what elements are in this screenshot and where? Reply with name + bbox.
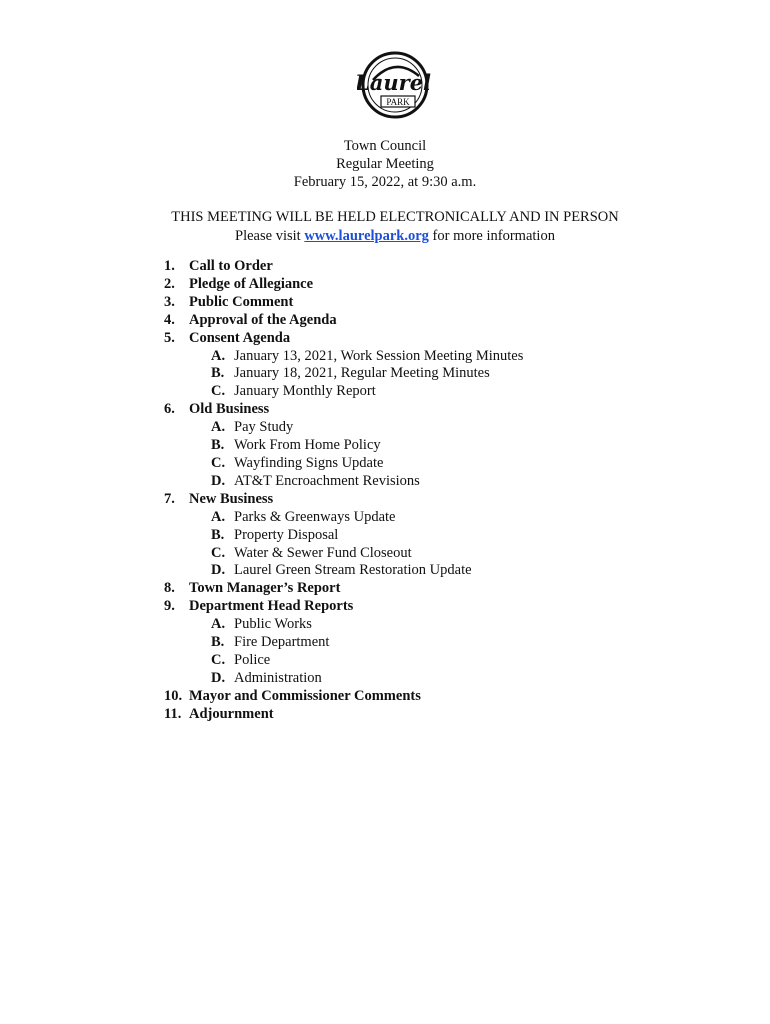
agenda-subitem-letter: D.: [211, 669, 226, 686]
agenda-subitem-letter: B.: [211, 437, 225, 454]
laurel-park-seal-icon: [357, 50, 433, 120]
agenda-item-number: 10.: [164, 687, 183, 704]
agenda-subitem: [164, 509, 724, 527]
agenda-subitem: [164, 652, 724, 670]
agenda-item-number: 6.: [164, 401, 175, 418]
agenda-subitem-letter: C.: [211, 454, 226, 471]
agenda-subitem: [164, 383, 724, 401]
agenda-subitem-text: Public Works: [234, 616, 312, 633]
agenda-subitem-letter: D.: [211, 562, 226, 579]
agenda-item: [164, 276, 724, 294]
agenda-item-title: Mayor and Commissioner Comments: [189, 687, 421, 704]
agenda-subitem-text: January Monthly Report: [234, 383, 376, 400]
visit-line: [0, 227, 770, 246]
website-link[interactable]: www.laurelpark.org: [304, 228, 429, 244]
agenda-item: [164, 706, 724, 724]
agenda-item: [164, 688, 724, 706]
agenda-subitem-letter: A.: [211, 508, 226, 525]
agenda-list: [164, 258, 724, 724]
visit-suffix: for more information: [432, 228, 555, 244]
agenda-subitem-letter: C.: [211, 651, 226, 668]
agenda-subitem: [164, 527, 724, 545]
agenda-item-number: 5.: [164, 329, 175, 346]
agenda-item-title: Department Head Reports: [189, 598, 354, 615]
agenda-subitem-text: Pay Study: [234, 419, 294, 436]
meeting-type: Regular Meeting: [336, 156, 434, 172]
logo-script-text: Laurel: [357, 70, 432, 95]
agenda-subitem-letter: B.: [211, 634, 225, 651]
agenda-subitem: [164, 437, 724, 455]
agenda-subitem-text: January 13, 2021, Work Session Meeting Minutes: [234, 347, 524, 364]
agenda-item-number: 8.: [164, 580, 175, 597]
agenda-subitem: [164, 562, 724, 580]
agenda-subitem-text: Wayfinding Signs Update: [234, 454, 384, 471]
agenda-item: [164, 580, 724, 598]
agenda-item-number: 11.: [164, 705, 182, 722]
meeting-notice: [0, 208, 770, 246]
agenda-subitem-letter: B.: [211, 526, 225, 543]
agenda-item-title: Old Business: [189, 401, 270, 418]
agenda-subitem-text: Property Disposal: [234, 526, 339, 543]
agenda-item-number: 9.: [164, 598, 175, 615]
agenda-item-number: 3.: [164, 293, 175, 310]
agenda-item-number: 4.: [164, 311, 175, 328]
agenda-subitem: [164, 455, 724, 473]
agenda-subitem: [164, 670, 724, 688]
agenda-item-title: New Business: [189, 490, 274, 507]
agenda-item: [164, 491, 724, 509]
agenda-subitem-text: Fire Department: [234, 634, 330, 651]
meeting-date: February 15, 2022, at 9:30 a.m.: [293, 174, 477, 190]
agenda-item: [164, 312, 724, 330]
agenda-item-title: Town Manager’s Report: [189, 580, 341, 597]
agenda-subitem: [164, 616, 724, 634]
agenda-subitem-text: Administration: [234, 669, 322, 686]
agenda-subitem-letter: C.: [211, 544, 226, 561]
agenda-item-title: Adjournment: [189, 705, 274, 722]
agenda-item: [164, 294, 724, 312]
agenda-item-number: 1.: [164, 258, 175, 274]
agenda-subitem-letter: A.: [211, 616, 226, 633]
agenda-subitem-text: Laurel Green Stream Restoration Update: [234, 562, 472, 579]
agenda-subitem: [164, 634, 724, 652]
agenda-subitem: [164, 419, 724, 437]
agenda-item-title: Consent Agenda: [189, 329, 291, 346]
agenda-subitem-text: Water & Sewer Fund Closeout: [234, 544, 412, 561]
visit-prefix: Please visit: [235, 228, 301, 244]
agenda-item: [164, 401, 724, 419]
agenda-item-title: Approval of the Agenda: [189, 311, 337, 328]
notice-line: THIS MEETING WILL BE HELD ELECTRONICALLY AND IN PERSON: [171, 209, 619, 225]
agenda-subitem-letter: D.: [211, 472, 226, 489]
agenda-subitem-text: Police: [234, 651, 271, 668]
agenda-item-title: Public Comment: [189, 293, 294, 310]
agenda-subitem-letter: C.: [211, 383, 226, 400]
agenda-subitem-text: January 18, 2021, Regular Meeting Minutes: [234, 365, 490, 382]
agenda-subitem-text: Parks & Greenways Update: [234, 508, 396, 525]
agenda-subitem-letter: A.: [211, 347, 226, 364]
agenda-subitem: [164, 545, 724, 563]
agenda-subitem-text: Work From Home Policy: [234, 437, 381, 454]
council-name: Town Council: [343, 138, 427, 154]
agenda-subitem-letter: A.: [211, 419, 226, 436]
agenda-subitem-letter: B.: [211, 365, 225, 382]
agenda-subitem: [164, 473, 724, 491]
agenda-subitem-text: AT&T Encroachment Revisions: [234, 472, 420, 489]
agenda-item-title: Pledge of Allegiance: [189, 275, 314, 292]
agenda-item-number: 7.: [164, 490, 175, 507]
agenda-item-number: 2.: [164, 275, 175, 292]
agenda-item: [164, 598, 724, 616]
meeting-header: [0, 137, 770, 191]
agenda-subitem: [164, 365, 724, 383]
agenda-item: [164, 258, 724, 276]
logo-park-text: PARK: [386, 97, 410, 107]
agenda-subitem: [164, 348, 724, 366]
agenda-item: [164, 330, 724, 348]
agenda-item-title: Call to Order: [189, 258, 273, 274]
